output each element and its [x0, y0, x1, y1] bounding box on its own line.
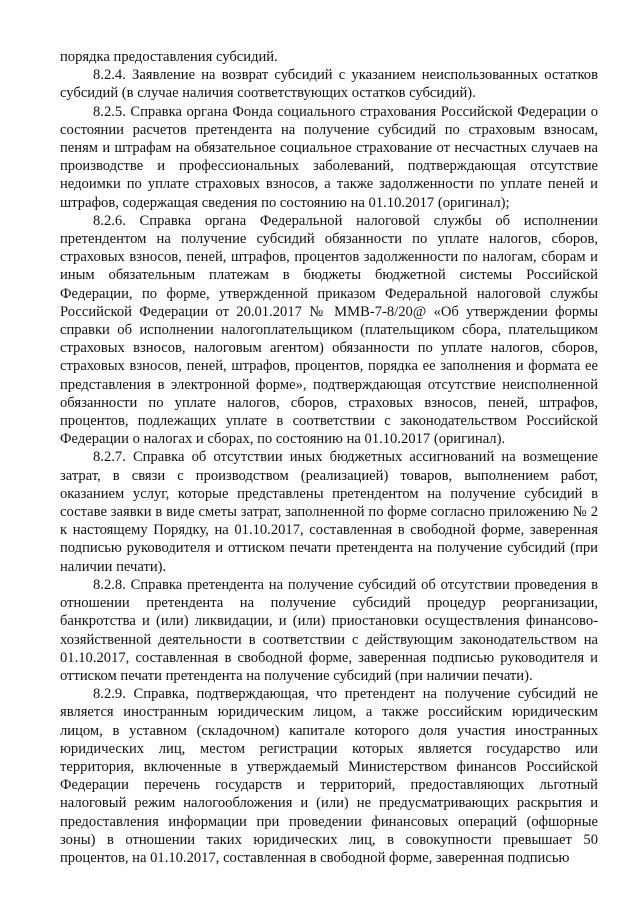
paragraph-8-2-9: 8.2.9. Справка, подтверждающая, что претендент на получение субсидий не является иностранным юридическим лицом, а также российским юридическим лицом, в уставном (складочном) капитале которого доля участия иностранных юридических лиц, местом регистрации которых является государство или территория, включенные в утверждаемый Министерством финансов Российской Федерации перечень государств и территорий, предоставляющих льготный налоговый режим налогообложения и (или) не предусматривающих раскрытия и предоставления информации при проведении финансовых операций (офшорные зоны) в отношении таких юридических лиц, в совокупности превышает 50 процентов, на 01.10.2017, составленная в свободной форме, заверенная подписью — [60, 686, 598, 866]
paragraph-8-2-8: 8.2.8. Справка претендента на получение субсидий об отсутствии проведения в отношении претендента на получение субсидий процедур реорганизации, банкротства и (или) ликвидации, и (или) приостановки осуществления финансово-хозяйственной деятельности в соответствии с действующим законодательством на 01.10.2017, составленная в свободной форме, заверенная подписью руководителя и оттиском печати претендента на получение субсидий (при наличии печати). — [60, 576, 598, 684]
document-page — [60, 48, 598, 867]
paragraph-8-2-6: 8.2.6. Справка органа Федеральной налоговой службы об исполнении претендентом на получение субсидий обязанности по уплате налогов, сборов, страховых взносов, пеней, штрафов, процентов задолженности по налогам, сборам и иным обязательным платежам в бюджеты бюджетной системы Российской Федерации, по форме, утвержденной приказом Федеральной налоговой службы Российской Федерации от 20.01.2017 № ММВ-7-8/20@ «Об утверждении формы справки об исполнении налогоплательщиком (плательщиком сбора, плательщиком страховых взносов, налоговым агентом) обязанности по уплате налогов, сборов, страховых взносов, пеней, штрафов, процентов, порядка ее заполнения и формата ее представления в электронной форме», подтверждающая отсутствие неисполненной обязанности по уплате налогов, сборов, страховых взносов, пеней, штрафов, процентов, подлежащих уплате в соответствии с законодательством Российской Федерации о налогах и сборах, по состоянию на 01.10.2017 (оригинал). — [60, 212, 598, 448]
paragraph-8-2-4: 8.2.4. Заявление на возврат субсидий с указанием неиспользованных остатков субсидий (в случае наличия соответствующих остатков субсидий). — [60, 67, 598, 102]
paragraph-continuation: порядка предоставления субсидий. — [60, 49, 278, 65]
paragraph-8-2-7: 8.2.7. Справка об отсутствии иных бюджетных ассигнований на возмещение затрат, в связи с производством (реализацией) товаров, выполнением работ, оказанием услуг, которые представлены претендентом на получение субсидий в составе заявки в виде сметы затрат, заполненной по форме согласно приложению № 2 к настоящему Порядку, на 01.10.2017, составленная в свободной форме, заверенная подписью руководителя и оттиском печати претендента на получение субсидий (при наличии печати). — [60, 449, 598, 575]
paragraph-8-2-5: 8.2.5. Справка органа Фонда социального страхования Российской Федерации о состоянии расчетов претендента на получение субсидий по страховым взносам, пеням и штрафам на обязательное социальное страхование от несчастных случаев на производстве и профессиональных заболеваний, подтверждающая отсутствие недоимки по уплате страховых взносов, а также задолженности по уплате пеней и штрафов, содержащая сведения по состоянию на 01.10.2017 (оригинал); — [60, 103, 598, 211]
